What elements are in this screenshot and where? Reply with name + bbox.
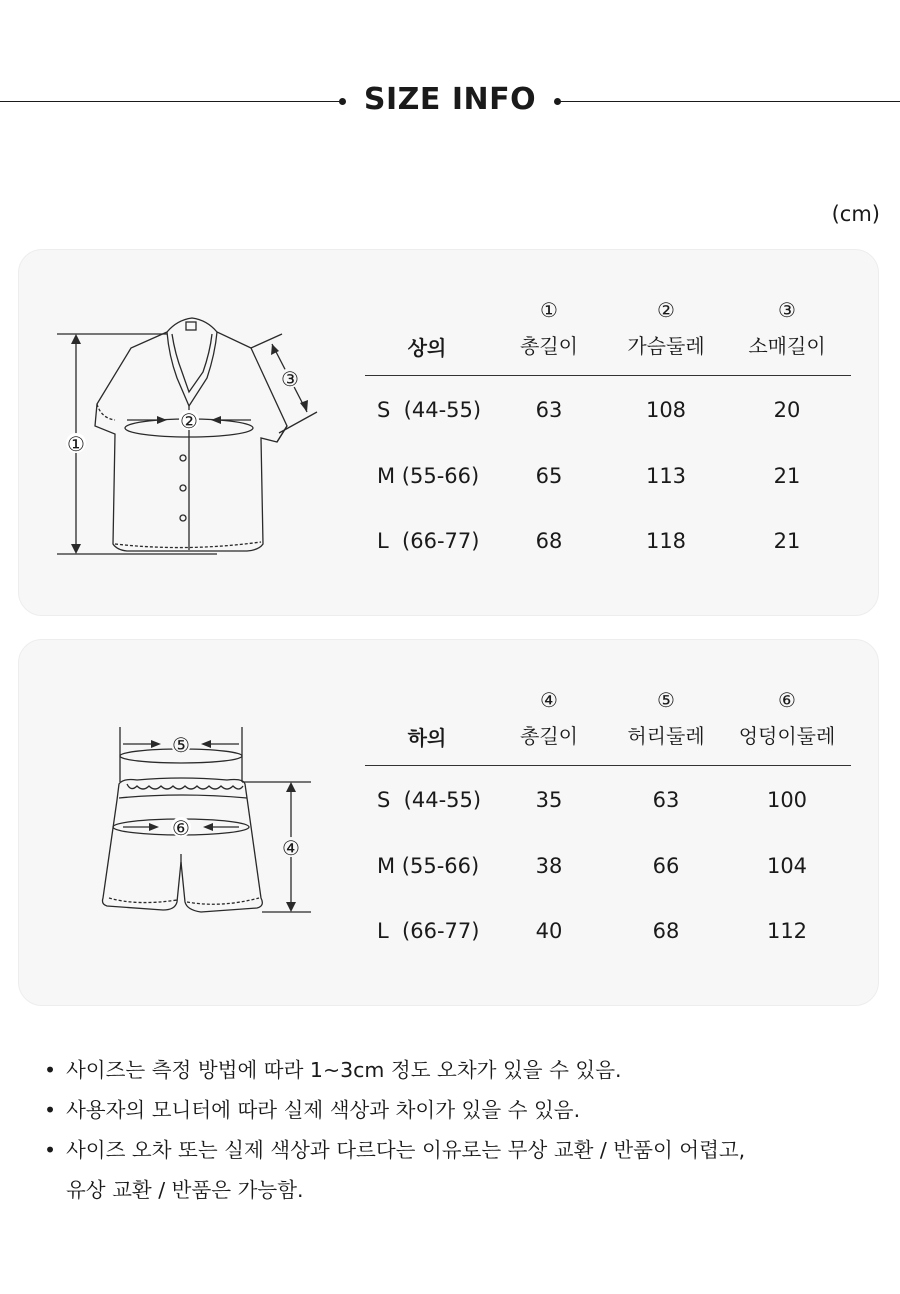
shirt-illustration <box>57 308 347 563</box>
table-cell: 21 <box>773 463 801 488</box>
title-divider-right <box>560 101 900 102</box>
column-marker: ② <box>657 298 675 322</box>
table-cell: 63 <box>535 398 563 422</box>
marker-6: ⑥ <box>172 816 190 840</box>
note-text: 사이즈는 측정 방법에 따라 1~3cm 정도 오차가 있을 수 있음. <box>66 1058 622 1082</box>
page-title: SIZE INFO <box>363 82 537 117</box>
table-cell: 112 <box>766 919 808 943</box>
table-cell: 40 <box>535 919 563 943</box>
marker-4: ④ <box>282 836 300 860</box>
category-label: 상의 <box>407 336 447 360</box>
title-dot-left <box>339 98 346 105</box>
bottom-size-table <box>365 640 851 963</box>
table-cell: 118 <box>645 529 687 553</box>
marker-5: ⑤ <box>172 733 190 757</box>
bullet: • <box>44 1138 57 1162</box>
top-size-table <box>365 250 851 573</box>
marker-1: ① <box>67 432 85 456</box>
size-label: M (55-66) <box>377 463 480 488</box>
shorts-illustration <box>97 722 337 922</box>
table-cell: 104 <box>766 853 808 878</box>
note-text: 사용자의 모니터에 따라 실제 색상과 차이가 있을 수 있음. <box>66 1098 581 1122</box>
table-header <box>365 640 851 766</box>
marker-2: ② <box>180 409 198 433</box>
table-cell: 20 <box>773 398 801 422</box>
bullet: • <box>44 1098 57 1122</box>
size-label: L (66-77) <box>377 919 480 943</box>
table-cell: 35 <box>535 788 563 812</box>
column-marker: ⑤ <box>657 688 675 712</box>
bullet: • <box>44 1058 57 1082</box>
table-row <box>365 832 851 898</box>
table-cell: 108 <box>645 398 687 422</box>
table-cell: 68 <box>535 529 563 553</box>
table-cell: 100 <box>766 788 808 812</box>
size-label: S (44-55) <box>377 788 482 812</box>
table-row <box>365 766 851 832</box>
table-cell: 68 <box>652 919 680 943</box>
size-label: L (66-77) <box>377 529 480 553</box>
note-item <box>44 1130 874 1170</box>
note-text: 사이즈 오차 또는 실제 색상과 다르다는 이유로는 무상 교환 / 반품이 어렵고, <box>66 1138 746 1162</box>
marker-3: ③ <box>281 367 299 391</box>
table-cell: 65 <box>535 463 563 488</box>
table-cell: 66 <box>652 853 680 878</box>
notes-list <box>44 1050 874 1210</box>
table-header <box>365 250 851 376</box>
title-row <box>0 78 900 126</box>
column-label: 가슴둘레 <box>627 334 705 358</box>
table-row <box>365 897 851 963</box>
column-label: 엉덩이둘레 <box>738 724 836 748</box>
note-item <box>44 1050 874 1090</box>
column-marker: ③ <box>778 298 796 322</box>
table-row <box>365 507 851 573</box>
title-divider-left <box>0 101 340 102</box>
column-marker: ⑥ <box>778 688 796 712</box>
table-row <box>365 376 851 442</box>
column-marker: ① <box>540 298 558 322</box>
table-cell: 38 <box>535 853 563 878</box>
top-size-panel <box>18 249 879 616</box>
note-text: 유상 교환 / 반품은 가능함. <box>66 1178 304 1202</box>
category-label: 하의 <box>407 726 447 750</box>
size-label: M (55-66) <box>377 853 480 878</box>
note-item-continued <box>44 1170 874 1210</box>
unit-label: (cm) <box>831 202 880 226</box>
column-label: 허리둘레 <box>627 724 705 748</box>
size-label: S (44-55) <box>377 398 482 422</box>
table-cell: 21 <box>773 529 801 553</box>
bottom-size-panel <box>18 639 879 1006</box>
column-label: 소매길이 <box>748 334 826 358</box>
column-label: 총길이 <box>520 724 578 748</box>
table-cell: 113 <box>645 463 687 488</box>
table-row <box>365 442 851 508</box>
column-label: 총길이 <box>520 334 578 358</box>
column-marker: ④ <box>540 688 558 712</box>
table-cell: 63 <box>652 788 680 812</box>
note-item <box>44 1090 874 1130</box>
